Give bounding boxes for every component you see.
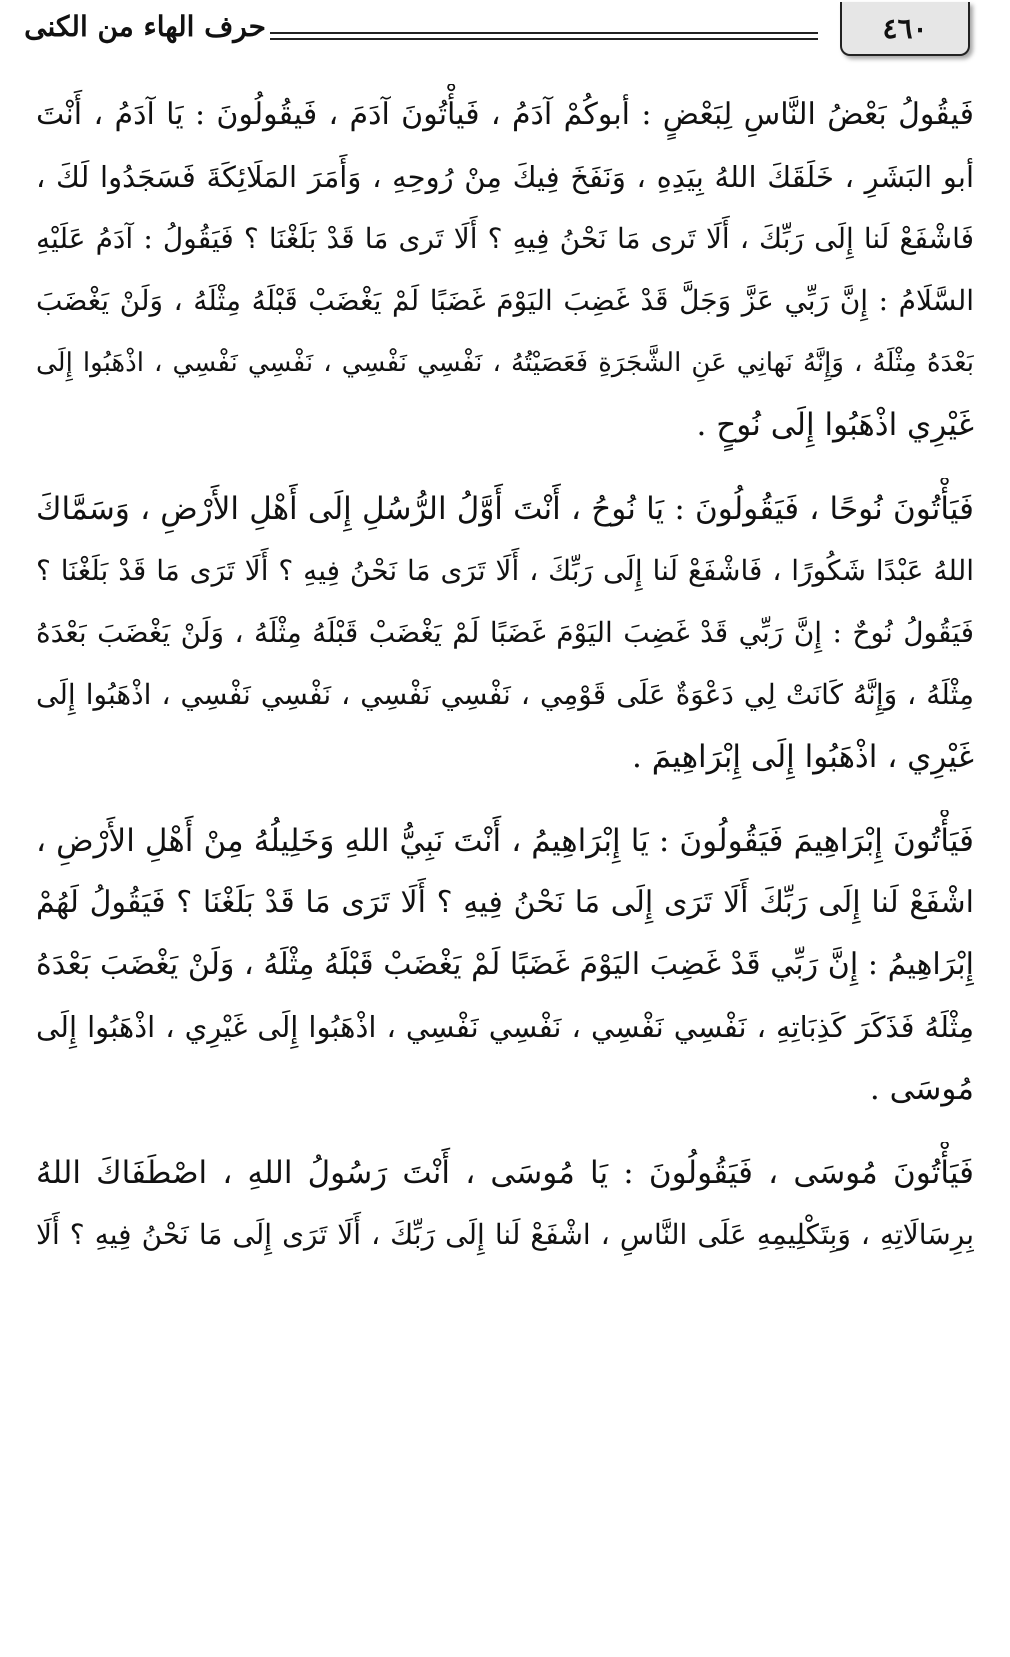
text-line: فَيَأْتُونَ إِبْرَاهِيمَ فَيَقُولُونَ : يَا إِبْرَاهِيمُ ، أَنْتَ نَبِيُّ اللهِ وَخَلِيلُهُ مِنْ أَهْلِ الأَرْضِ ،: [36, 823, 974, 859]
text-line: اللهُ عَبْدًا شَكُورًا ، فَاشْفَعْ لَنا إِلَى رَبِّكَ ، أَلَا تَرَى مَا نَحْنُ فِيهِ ؟ أَلَا تَرَى مَا قَدْ بَلَغْنَا ؟: [36, 554, 974, 587]
text-line: فَيَأْتُونَ مُوسَى ، فَيَقُولُونَ : يَا مُوسَى ، أَنْتَ رَسُولُ اللهِ ، اصْطَفَاكَ اللهُ: [36, 1155, 974, 1191]
text-line: مُوسَى .: [869, 1071, 974, 1107]
text-line: مِثْلَهُ ، وَإِنَّهُ كَانَتْ لِي دَعْوَةٌ عَلَى قَوْمِي ، نَفْسِي نَفْسِي ، نَفْسِي نَفْسِي ، اذْهَبُوا إِلَى: [36, 678, 974, 711]
text-line: اشْفَعْ لَنا إِلَى رَبِّكَ أَلَا تَرَى إِلَى مَا نَحْنُ فِيهِ ؟ أَلَا تَرَى مَا قَدْ بَلَغْنَا ؟ فَيَقُولُ لَهُمْ: [36, 885, 974, 920]
text-line: غَيْرِي اذْهَبُوا إِلَى نُوحٍ .: [696, 407, 974, 443]
paragraph-musa: [36, 1142, 974, 1266]
page-number: ٤٦٠: [882, 11, 928, 45]
text-line: فَيَقُولُ نُوحٌ : إِنَّ رَبِّي قَدْ غَضِبَ اليَوْمَ غَضَبًا لَمْ يَغْضَبْ قَبْلَهُ مِثْلَهُ ، وَلَنْ يَغْضَبَ بَعْدَهُ: [36, 616, 974, 649]
text-line: فَيَأْتُونَ نُوحًا ، فَيَقُولُونَ : يَا نُوحُ ، أَنْتَ أَوَّلُ الرُّسُلِ إِلَى أَهْلِ الأَرْضِ ، وَسَمَّاكَ: [36, 491, 974, 527]
header-rule: [270, 32, 818, 40]
text-line: مِثْلَهُ فَذَكَرَ كَذِبَاتِهِ ، نَفْسِي نَفْسِي ، نَفْسِي نَفْسِي ، اذْهَبُوا إِلَى غَيْرِي ، اذْهَبُوا إِلَى: [36, 1010, 974, 1044]
paragraph-nuh: [36, 478, 974, 788]
text-line: إِبْرَاهِيمُ : إِنَّ رَبِّي قَدْ غَضِبَ اليَوْمَ غَضَبًا لَمْ يَغْضَبْ قَبْلَهُ مِثْلَهُ ، وَلَنْ يَغْضَبَ بَعْدَهُ: [36, 947, 974, 982]
text-line: بِرِسَالَاتِهِ ، وَبِتَكْلِيمِهِ عَلَى النَّاسِ ، اشْفَعْ لَنا إِلَى رَبِّكَ ، أَلَا تَرَى إِلَى مَا نَحْنُ فِيهِ ؟ أَلَا: [36, 1218, 974, 1251]
text-line: أبو البَشَرِ ، خَلَقَكَ اللهُ بِيَدِهِ ، وَنَفَخَ فِيكَ مِنْ رُوحِهِ ، وَأَمَرَ المَلَائِكَةَ فَسَجَدُوا لَكَ ،: [36, 160, 974, 194]
running-title: حرف الهاء من الكنى: [24, 10, 266, 43]
text-line: بَعْدَهُ مِثْلَهُ ، وَإِنَّهُ نَهانِي عَنِ الشَّجَرَةِ فَعَصَيْتُهُ ، نَفْسِي نَفْسِي ، نَفْسِي نَفْسِي ، اذْهَبُوا إِلَى: [36, 348, 974, 378]
page-header: [0, 0, 1010, 70]
page-number-tab: [840, 2, 970, 56]
text-line: فَاشْفَعْ لَنا إِلَى رَبِّكَ ، أَلَا تَرى مَا نَحْنُ فِيهِ ؟ أَلَا تَرى مَا قَدْ بَلَغْنَا ؟ فَيَقُولُ : آدَمُ عَلَيْهِ: [36, 222, 974, 255]
text-line: السَّلَامُ : إِنَّ رَبِّي عَزَّ وَجَلَّ قَدْ غَضِبَ اليَوْمَ غَضَبًا لَمْ يَغْضَبْ قَبْلَهُ مِثْلَهُ ، وَلَنْ يَغْضَبَ: [36, 284, 974, 317]
text-line: غَيْرِي ، اذْهَبُوا إِلَى إِبْرَاهِيمَ .: [632, 739, 974, 775]
text-line: فَيقُولُ بَعْضُ النَّاسِ لِبَعْضٍ : أبوكُمْ آدَمُ ، فَيأْتُونَ آدَمَ ، فَيقُولُونَ : يَا آدَمُ ، أَنْتَ: [36, 97, 974, 132]
paragraph-ibrahim: [36, 810, 974, 1120]
page-body: [36, 84, 974, 1288]
paragraph-adam: [36, 84, 974, 456]
